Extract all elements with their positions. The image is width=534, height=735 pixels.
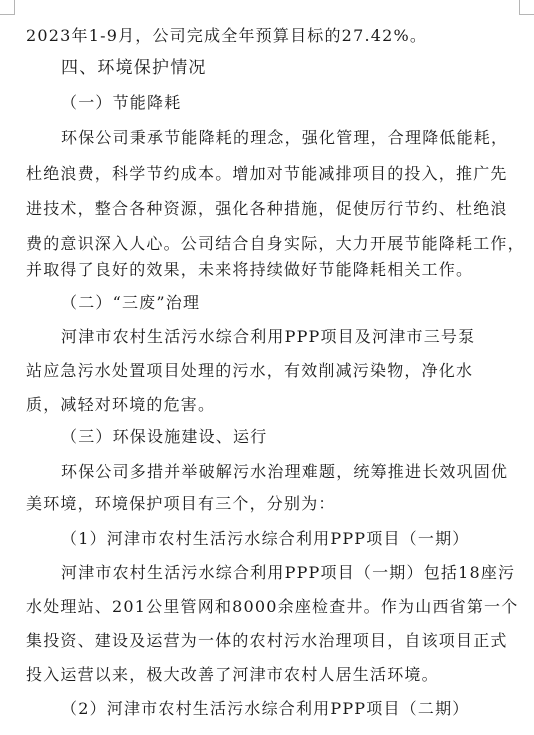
page-corner-mark-left <box>0 0 15 15</box>
item-heading-phase-two: （2）河津市农村生活污水综合利用PPP项目（二期） <box>61 699 470 718</box>
paragraph-energy-saving-line-1: 环保公司秉承节能降耗的理念，强化管理，合理降低能耗， <box>61 128 509 147</box>
section-heading-environment: 四、环境保护情况 <box>61 58 207 78</box>
paragraph-phase-one-line-4: 投入运营以来，极大改善了河津市农村人居生活环境。 <box>26 665 439 684</box>
paragraph-energy-saving-line-2: 杜绝浪费，科学节约成本。增加对节能减排项目的投入，推广先 <box>26 164 508 183</box>
paragraph-phase-one-line-3: 集投资、建设及运营为一体的农村污水治理项目，自该项目正式 <box>26 631 508 650</box>
paragraph-facilities-line-1: 环保公司多措并举破解污水治理难题，统筹推进长效巩固优 <box>61 462 509 481</box>
item-heading-phase-one: （1）河津市农村生活污水综合利用PPP项目（一期） <box>61 529 470 548</box>
paragraph-phase-one-line-1: 河津市农村生活污水综合利用PPP项目（一期）包括18座污 <box>61 563 516 582</box>
paragraph-facilities-line-2: 美环境，环境保护项目有三个，分别为： <box>26 494 336 513</box>
paragraph-three-wastes-line-1: 河津市农村生活污水综合利用PPP项目及河津市三号泵 <box>61 327 476 346</box>
subsection-heading-three-wastes: （二）“三废”治理 <box>61 293 201 312</box>
page-corner-mark-right <box>519 0 534 15</box>
paragraph-energy-saving-line-4: 费的意识深入人心。公司结合自身实际，大力开展节能降耗工作， <box>26 234 525 253</box>
paragraph-budget-result: 2023年1-9月，公司完成全年预算目标的27.42%。 <box>26 26 428 45</box>
subsection-heading-energy-saving: （一）节能降耗 <box>61 93 182 112</box>
paragraph-energy-saving-line-5: 并取得了良好的效果，未来将持续做好节能降耗相关工作。 <box>26 260 474 279</box>
paragraph-phase-one-line-2: 水处理站、201公里管网和8000余座检查井。作为山西省第一个 <box>26 597 519 616</box>
paragraph-three-wastes-line-3: 质，减轻对环境的危害。 <box>26 395 216 414</box>
paragraph-energy-saving-line-3: 进技术，整合各种资源，强化各种措施，促使厉行节约、杜绝浪 <box>26 199 508 218</box>
subsection-heading-facilities: （三）环保设施建设、运行 <box>61 427 268 446</box>
paragraph-three-wastes-line-2: 站应急污水处置项目处理的污水，有效削减污染物，净化水 <box>26 361 474 380</box>
